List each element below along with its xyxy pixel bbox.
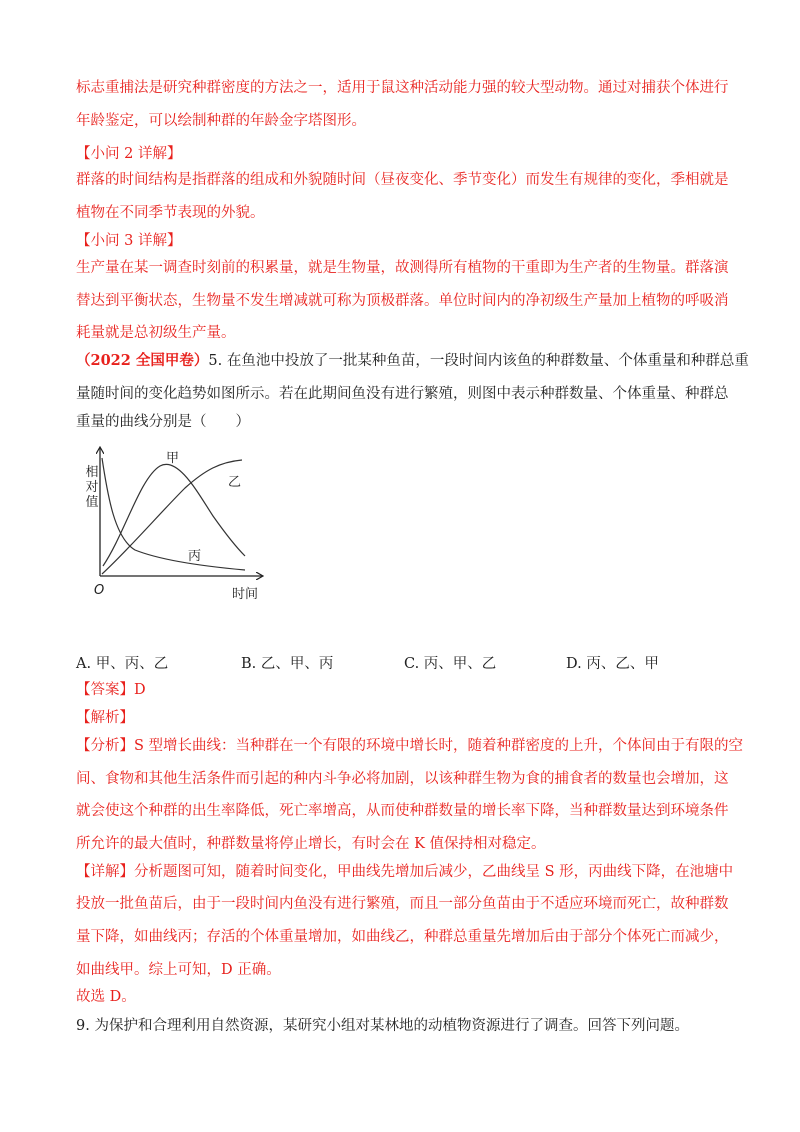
curve-label-bing: 丙 (188, 549, 202, 564)
q3-body-line-1: 生产量在某一调查时刻前的积累量，就是生物量，故测得所有植物的干重即为生产者的生物量。群落演 (76, 260, 729, 276)
conclusion: 故选 D。 (76, 989, 136, 1005)
option-b-text: 乙、甲、丙 (260, 656, 334, 672)
curve-figure (70, 438, 280, 606)
question-text-1: 在鱼池中投放了一批某种鱼苗，一段时间内该鱼的种群数量、个体重量和种群总重 (226, 353, 749, 369)
analysis-line-1 (76, 736, 744, 756)
detail-line-4: 如曲线甲。综上可知，D 正确。 (76, 962, 281, 978)
analysis-line-3: 就会使这个种群的出生率降低，死亡率增高，从而使种群数量的增长率下降，当种群数量达到环境条件 (76, 803, 729, 819)
origin-label: O (94, 583, 105, 598)
question-source: （2022 全国甲卷） (76, 352, 209, 369)
answer-line: 【答案】D (76, 682, 146, 698)
question-5-line-2: 量随时间的变化趋势如图所示。若在此期间鱼没有进行繁殖，则图中表示种群数量、个体重量、种群总 (76, 386, 729, 402)
analysis-text-1: S 型增长曲线：当种群在一个有限的环境中增长时，随着种群密度的上升，个体间由于有限的空 (134, 738, 744, 754)
curve-jia (103, 464, 245, 566)
y-axis-label-char-1: 相 (85, 465, 99, 480)
option-a-text: 甲、丙、乙 (95, 656, 169, 672)
detail-line-3: 量下降，如曲线丙；存活的个体重量增加，如曲线乙，种群总重量先增加后由于部分个体死亡而减少， (76, 929, 729, 945)
curve-yi (102, 460, 242, 574)
intro-line-1: 标志重捕法是研究种群密度的方法之一，适用于鼠这种活动能力强的较大型动物。通过对捕获个体进行 (76, 80, 729, 96)
option-c-label: C. (404, 656, 420, 672)
question-5-line-1 (76, 351, 749, 371)
q3-body-line-3: 耗量就是总初级生产量。 (76, 325, 236, 341)
option-c-text: 丙、甲、乙 (423, 656, 497, 672)
question-number: 5. (208, 353, 223, 369)
option-d-label: D. (566, 656, 582, 672)
option-b-label: B. (241, 656, 257, 672)
option-c[interactable] (404, 652, 496, 673)
intro-line-2: 年龄鉴定，可以绘制种群的年龄金字塔图形。 (76, 113, 366, 129)
detail-line-1 (76, 862, 734, 882)
curve-label-jia: 甲 (166, 451, 180, 466)
detail-tag: 【详解】 (76, 864, 134, 880)
x-axis-label: 时间 (232, 587, 259, 602)
curve-figure-svg (70, 438, 280, 606)
next-question: 9. 为保护和合理利用自然资源，某研究小组对某林地的动植物资源进行了调查。回答下列问题。 (76, 1018, 689, 1034)
detail-line-2: 投放一批鱼苗后，由于一段时间内鱼没有进行繁殖，而且一部分鱼苗由于不适应环境而死亡，故种群数 (76, 896, 729, 912)
q3-body-line-2: 替达到平衡状态，生物量不发生增减就可称为顶极群落。单位时间内的净初级生产量加上植物的呼吸消 (76, 293, 729, 309)
analysis-header: 【解析】 (76, 710, 134, 726)
q2-body-line-2: 植物在不同季节表现的外貌。 (76, 205, 265, 221)
q3-header: 【小问 3 详解】 (76, 233, 182, 249)
y-axis-label-char-2: 对 (85, 480, 99, 495)
option-d[interactable] (566, 652, 659, 673)
question-5-line-3: 重量的曲线分别是（ ） (76, 414, 250, 430)
option-a[interactable] (76, 652, 168, 673)
analysis-line-2: 间、食物和其他生活条件而引起的种内斗争必将加剧，以该种群生物为食的捕食者的数量也会增加，这 (76, 771, 729, 787)
q2-body-line-1: 群落的时间结构是指群落的组成和外貌随时间（昼夜变化、季节变化）而发生有规律的变化，季相就是 (76, 172, 729, 188)
y-axis-label-char-3: 值 (85, 495, 99, 510)
curve-label-yi: 乙 (228, 475, 242, 490)
detail-text-1: 分析题图可知，随着时间变化，甲曲线先增加后减少，乙曲线呈 S 形，丙曲线下降，在池塘中 (134, 864, 734, 880)
q2-header: 【小问 2 详解】 (76, 146, 182, 162)
analysis-tag: 【分析】 (76, 738, 134, 754)
option-d-text: 丙、乙、甲 (586, 656, 659, 672)
option-a-label: A. (76, 656, 92, 672)
analysis-line-4: 所允许的最大值时，种群数量将停止增长，有时会在 K 值保持相对稳定。 (76, 836, 546, 852)
option-b[interactable] (241, 652, 333, 673)
